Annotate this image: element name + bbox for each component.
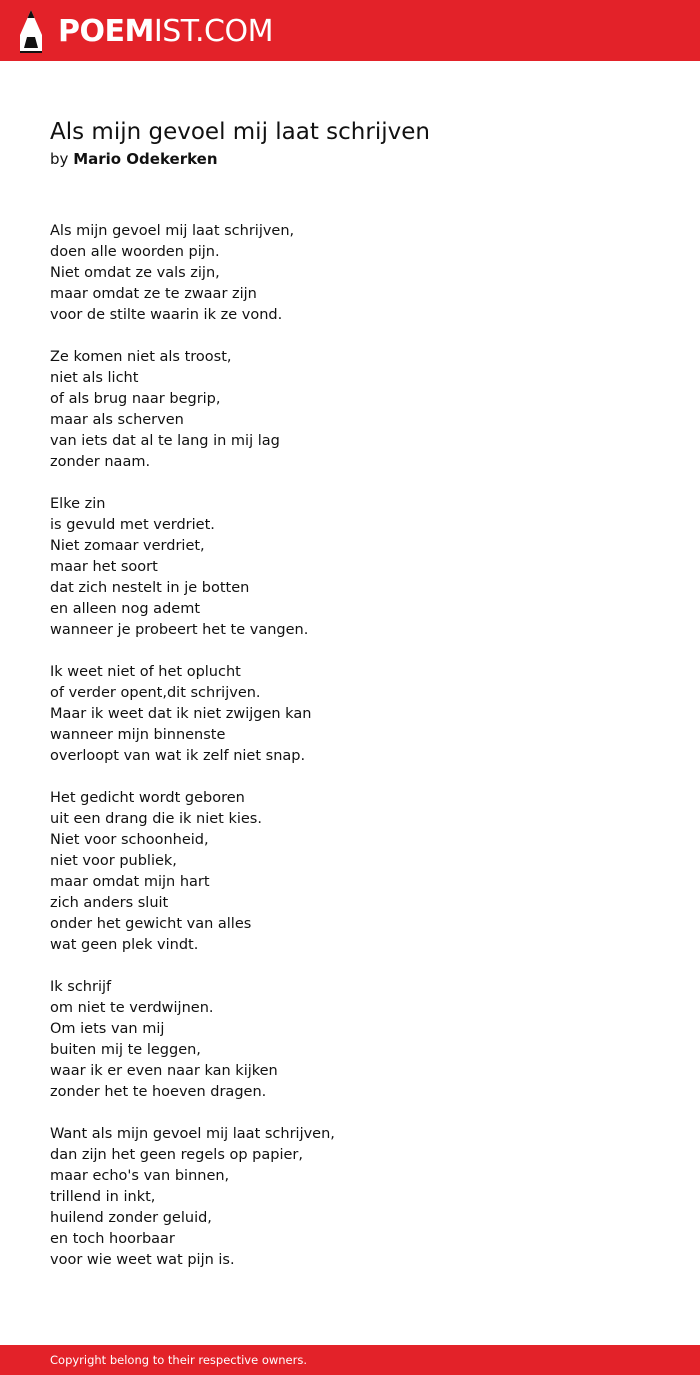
poem-line: wat geen plek vindt.: [50, 937, 199, 953]
poemist-logo[interactable]: [14, 8, 273, 54]
poem-line: Elke zin: [50, 496, 106, 512]
poem-line: en toch hoorbaar: [50, 1231, 175, 1247]
poem-line: doen alle woorden pijn.: [50, 244, 220, 260]
poem-line: maar als scherven: [50, 412, 184, 428]
poem-line: Ik schrijf: [50, 979, 112, 995]
poem-line: en alleen nog ademt: [50, 601, 200, 617]
poem-line: voor wie weet wat pijn is.: [50, 1252, 235, 1268]
poem-stanza-6: [50, 977, 650, 1103]
poem-content: [50, 116, 650, 1292]
poem-line: wanneer mijn binnenste: [50, 727, 226, 743]
poem-stanza-4: [50, 662, 650, 767]
poem-line: onder het gewicht van alles: [50, 916, 252, 932]
poem-line: wanneer je probeert het te vangen.: [50, 622, 309, 638]
poem-line: Het gedicht wordt geboren: [50, 790, 245, 806]
poem-line: buiten mij te leggen,: [50, 1042, 201, 1058]
poem-line: dat zich nestelt in je botten: [50, 580, 250, 596]
poem-line: zonder naam.: [50, 454, 151, 470]
poem-stanza-1: [50, 221, 650, 326]
poem-line: is gevuld met verdriet.: [50, 517, 215, 533]
poem-body: [50, 221, 650, 1271]
poem-line: huilend zonder geluid,: [50, 1210, 212, 1226]
poem-line: zich anders sluit: [50, 895, 169, 911]
poem-author: Mario Odekerken: [73, 150, 218, 168]
site-footer: [0, 1345, 700, 1375]
poem-line: maar omdat ze te zwaar zijn: [50, 286, 257, 302]
poem-line: Ik weet niet of het oplucht: [50, 664, 241, 680]
poem-line: voor de stilte waarin ik ze vond.: [50, 307, 283, 323]
poem-line: Niet omdat ze vals zijn,: [50, 265, 220, 281]
poem-stanza-3: [50, 494, 650, 641]
pencil-logo-icon: [14, 8, 48, 54]
poem-line: niet als licht: [50, 370, 139, 386]
poem-line: maar het soort: [50, 559, 158, 575]
poem-line: uit een drang die ik niet kies.: [50, 811, 262, 827]
poem-line: Want als mijn gevoel mij laat schrijven,: [50, 1126, 335, 1142]
poem-line: Niet voor schoonheid,: [50, 832, 209, 848]
poem-line: niet voor publiek,: [50, 853, 177, 869]
poem-line: maar echo's van binnen,: [50, 1168, 230, 1184]
brand-strong-text: POEM: [58, 13, 154, 49]
poem-line: van iets dat al te lang in mij lag: [50, 433, 280, 449]
poem-line: maar omdat mijn hart: [50, 874, 210, 890]
poem-line: dan zijn het geen regels op papier,: [50, 1147, 303, 1163]
poem-stanza-7: [50, 1124, 650, 1271]
poem-line: overloopt van wat ik zelf niet snap.: [50, 748, 306, 764]
poem-line: om niet te verdwijnen.: [50, 1000, 214, 1016]
poem-line: waar ik er even naar kan kijken: [50, 1063, 278, 1079]
poem-line: trillend in inkt,: [50, 1189, 156, 1205]
poem-line: zonder het te hoeven dragen.: [50, 1084, 267, 1100]
poem-line: Maar ik weet dat ik niet zwijgen kan: [50, 706, 312, 722]
poem-line: Ze komen niet als troost,: [50, 349, 232, 365]
poem-line: of als brug naar begrip,: [50, 391, 221, 407]
copyright-text: Copyright belong to their respective owners.: [50, 1353, 308, 1367]
poem-line: of verder opent,dit schrijven.: [50, 685, 261, 701]
poem-title: Als mijn gevoel mij laat schrijven: [50, 119, 430, 145]
site-header: [0, 0, 700, 61]
poem-line: Als mijn gevoel mij laat schrijven,: [50, 223, 295, 239]
poem-line: Niet zomaar verdriet,: [50, 538, 205, 554]
brand-wordmark: [58, 13, 273, 49]
poem-byline: [50, 148, 650, 170]
by-label: by: [50, 150, 69, 168]
brand-light-text: IST.COM: [153, 13, 273, 49]
poem-line: Om iets van mij: [50, 1021, 165, 1037]
poem-stanza-2: [50, 347, 650, 473]
poem-stanza-5: [50, 788, 650, 956]
